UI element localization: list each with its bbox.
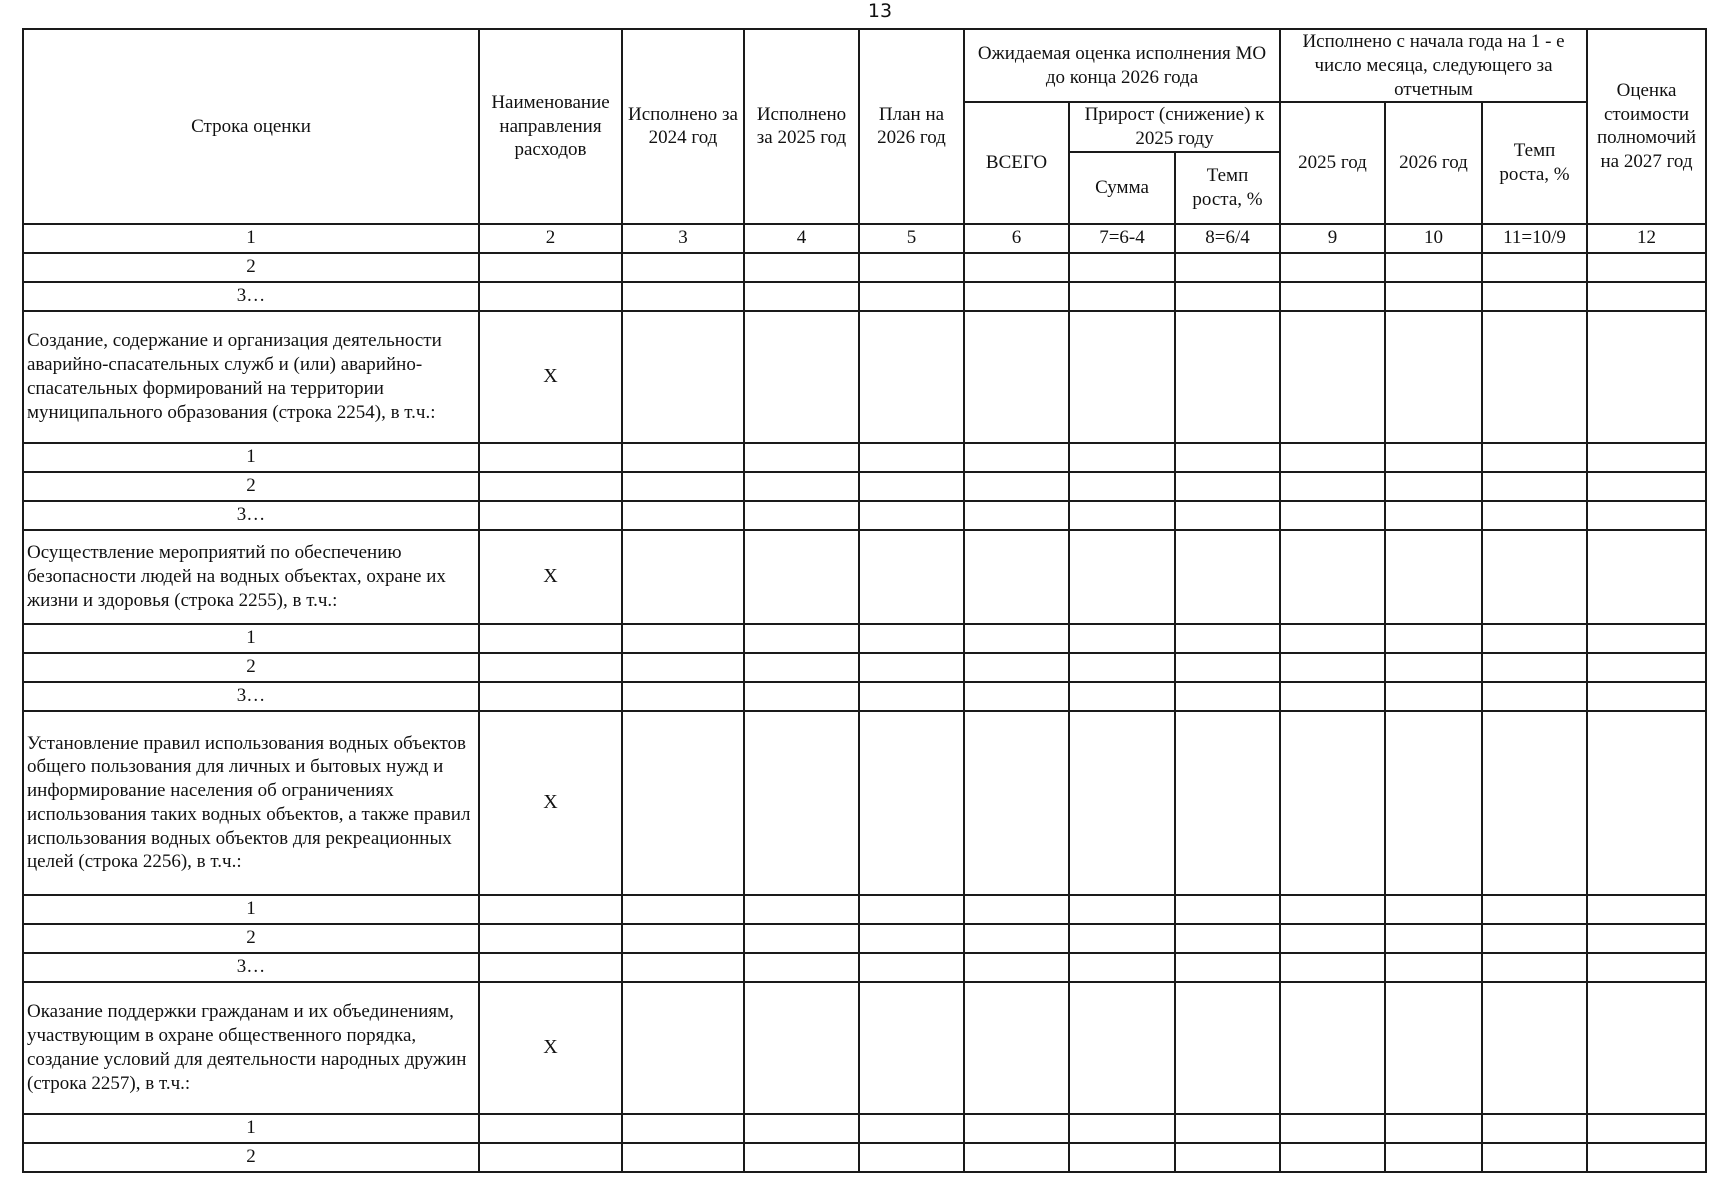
budget-estimate-table [22, 28, 1707, 1173]
section-row [23, 711, 1706, 895]
row-label: 3… [23, 953, 479, 982]
row-label: 2 [23, 653, 479, 682]
column-numbers-row [23, 224, 1706, 253]
column-number: 10 [1385, 224, 1482, 253]
header-exec-2025: 2025 год [1280, 102, 1385, 224]
table-row [23, 624, 1706, 653]
column-number: 5 [859, 224, 964, 253]
header-row-1 [23, 29, 1706, 102]
header-growth: Прирост (снижение) к 2025 году [1069, 102, 1280, 152]
table-row [23, 924, 1706, 953]
row-label: 3… [23, 682, 479, 711]
header-expected-estimate: Ожидаемая оценка исполнения МО до конца 2026 года [964, 29, 1280, 102]
row-label: 1 [23, 624, 479, 653]
row-label: 2 [23, 472, 479, 501]
header-plan-2026: План на 2026 год [859, 29, 964, 224]
table-row [23, 895, 1706, 924]
header-executed-2024: Исполнено за 2024 год [622, 29, 744, 224]
table-row [23, 682, 1706, 711]
header-executed-since-year-start: Исполнено с начала года на 1 - е число месяца, следующего за отчетным [1280, 29, 1587, 102]
row-label: 2 [23, 924, 479, 953]
section-mark: X [479, 311, 622, 443]
table-row [23, 253, 1706, 282]
header-growth-rate: Темп роста, % [1175, 152, 1280, 224]
table-row [23, 1143, 1706, 1172]
column-number: 4 [744, 224, 859, 253]
column-number: 8=6/4 [1175, 224, 1280, 253]
budget-estimate-table-container [22, 28, 1707, 1173]
section-description: Создание, содержание и организация деятельности аварийно-спасательных служб и (или) аварийно-спасательных формирований на территории муниципального образования (строка 2254), в т.ч.: [23, 311, 479, 443]
row-label: 2 [23, 1143, 479, 1172]
page-number: 13 [867, 0, 893, 22]
header-executed-2025: Исполнено за 2025 год [744, 29, 859, 224]
column-number: 6 [964, 224, 1069, 253]
table-row [23, 472, 1706, 501]
section-mark: X [479, 711, 622, 895]
table-row [23, 1114, 1706, 1143]
header-exec-2026: 2026 год [1385, 102, 1482, 224]
row-label: 1 [23, 1114, 479, 1143]
table-row [23, 501, 1706, 530]
column-number: 2 [479, 224, 622, 253]
column-number: 7=6-4 [1069, 224, 1175, 253]
row-label: 1 [23, 443, 479, 472]
row-label: 3… [23, 282, 479, 311]
section-row [23, 530, 1706, 624]
column-number: 1 [23, 224, 479, 253]
row-label: 2 [23, 253, 479, 282]
section-description: Оказание поддержки гражданам и их объединениям, участвующим в охране общественного порядка, создание условий для деятельности народных дружин (строка 2257), в т.ч.: [23, 982, 479, 1114]
section-description: Осуществление мероприятий по обеспечению безопасности людей на водных объектах, охране их жизни и здоровья (строка 2255), в т.ч.: [23, 530, 479, 624]
column-number: 11=10/9 [1482, 224, 1587, 253]
header-total: ВСЕГО [964, 102, 1069, 224]
header-exec-rate: Темп роста, % [1482, 102, 1587, 224]
section-row [23, 311, 1706, 443]
header-growth-sum: Сумма [1069, 152, 1175, 224]
row-label: 3… [23, 501, 479, 530]
header-row-label: Строка оценки [23, 29, 479, 224]
column-number: 9 [1280, 224, 1385, 253]
column-number: 3 [622, 224, 744, 253]
section-mark: X [479, 530, 622, 624]
row-label: 1 [23, 895, 479, 924]
header-expense-name: Наименование направления расходов [479, 29, 622, 224]
section-description: Установление правил использования водных объектов общего пользования для личных и бытовых нужд и информирование населения об ограничениях использования таких водных объектов, а также правил использования водных объектов для рекреационных целей (строка 2256), в т.ч.: [23, 711, 479, 895]
table-row [23, 653, 1706, 682]
section-row [23, 982, 1706, 1114]
table-row [23, 953, 1706, 982]
section-mark: X [479, 982, 622, 1114]
column-number: 12 [1587, 224, 1706, 253]
table-row [23, 443, 1706, 472]
table-row [23, 282, 1706, 311]
header-cost-estimate-2027: Оценка стоимости полномочий на 2027 год [1587, 29, 1706, 224]
